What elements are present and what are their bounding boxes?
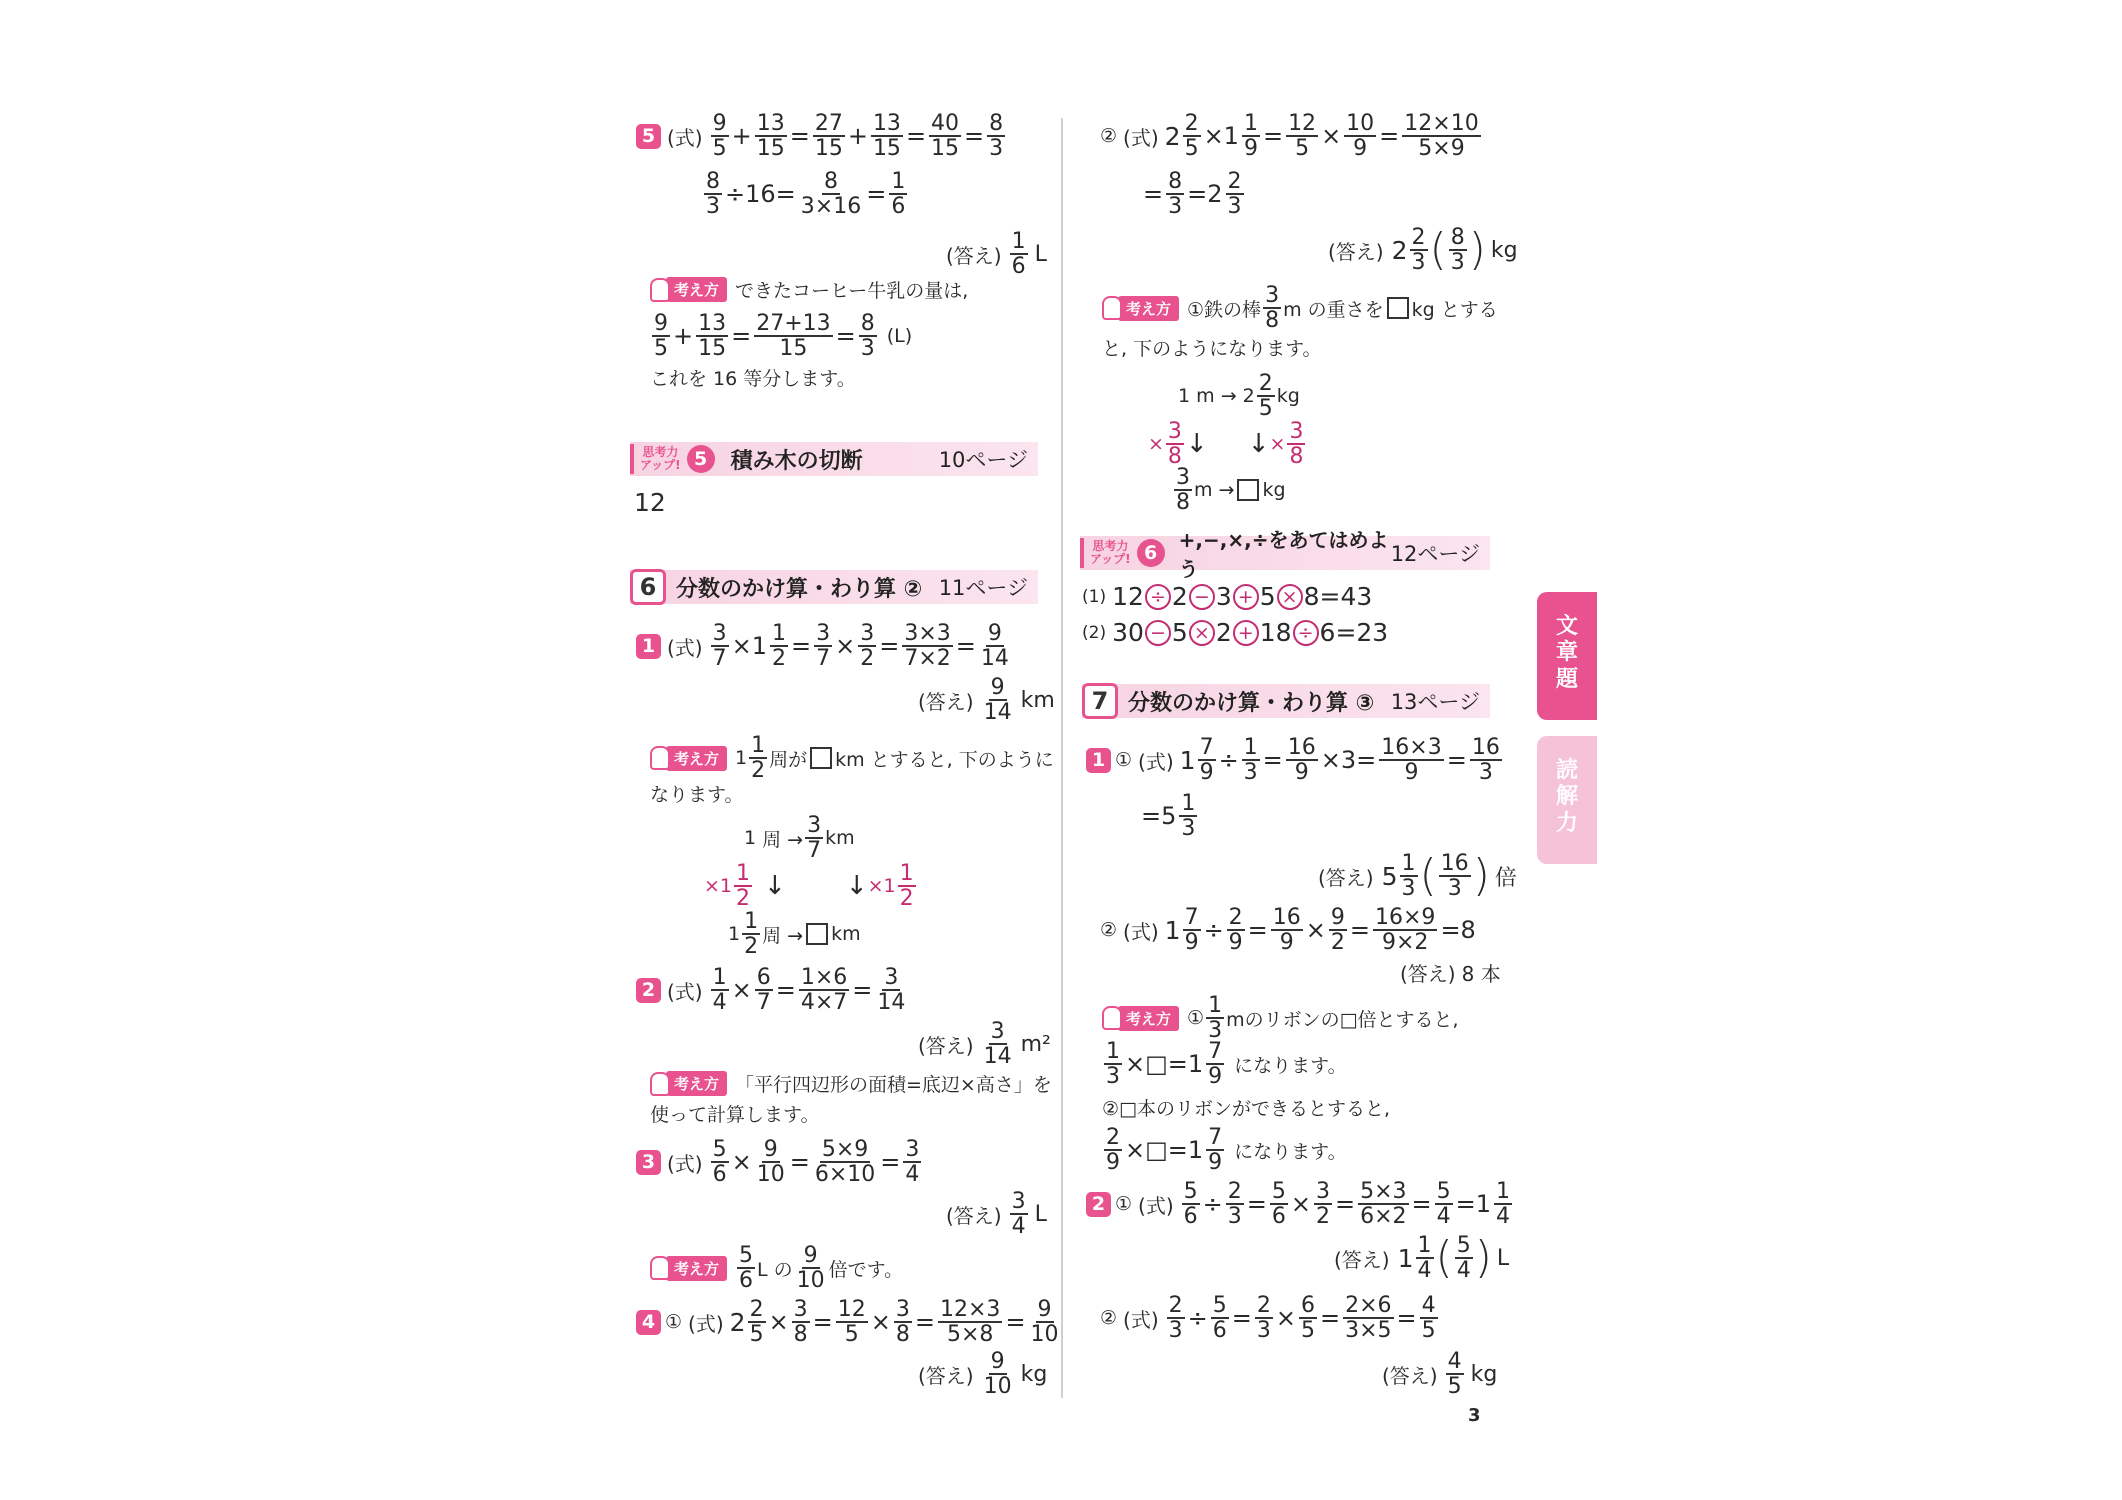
column-divider <box>1061 118 1063 1398</box>
q4b-diagram-arrows: × $\frac{3}{8}$ ↓ ↓ × $\frac{3}{8}$ <box>1148 419 1304 470</box>
page-number: 3 <box>1468 1405 1481 1426</box>
question-number: 5 <box>636 124 661 149</box>
up5-answer: 12 <box>634 488 666 517</box>
q1-diagram-top: 1 周 → $\frac{3}{7}$ km <box>744 813 855 864</box>
r-q1-hint-3: ②□本のリボンができるとすると, <box>1102 1098 1391 1120</box>
q4b-formula-2: = $\frac{8}{3}$ =2 $\frac{2}{3}$ <box>1143 169 1242 220</box>
q2-hint: 考え方 「平行四辺形の面積=底辺×高さ」を <box>650 1070 1052 1097</box>
shiki-label: (式) <box>667 125 703 150</box>
q5-hint-formula: $\frac{9}{5}$ + $\frac{13}{15}$ = $\frac{27+13}{15}$ = $\frac{8}{3}$ (L) <box>654 311 913 362</box>
r-q2b-answer: (答え) $\frac{4}{5}$ kg <box>1382 1349 1498 1400</box>
lightbulb-icon <box>1102 1006 1122 1030</box>
q4-answer: (答え) $\frac{9}{10}$ kg <box>918 1349 1048 1400</box>
arrow-down-icon: ↓ <box>764 871 786 902</box>
section-header-up6: 思考力 アップ! 6 +,−,×,÷をあてはめよう 12ページ <box>1080 536 1490 570</box>
q1-answer: (答え) $\frac{9}{14}$ km <box>918 675 1055 726</box>
q1-hint-line2: なります。 <box>650 784 744 806</box>
section-title: 積み木の切断 <box>730 448 863 474</box>
section-header-6: 6 分数のかけ算・わり算 ② 11ページ <box>630 570 1038 604</box>
q1-diagram-arrows: ×1 $\frac{1}{2}$ ↓ ↓ ×1 $\frac{1}{2}$ <box>704 861 914 912</box>
lightbulb-icon <box>650 1256 670 1280</box>
hint-badge: 考え方 <box>650 277 727 302</box>
question-number: 1 <box>636 634 661 659</box>
lightbulb-icon <box>1102 296 1122 320</box>
r-q1-formula-2: =5 $\frac{1}{3}$ <box>1141 791 1196 842</box>
q3-answer: (答え) $\frac{3}{4}$ L <box>946 1189 1047 1240</box>
r-q2-formula: 2 ① (式) $\frac{5}{6}$ ÷ $\frac{2}{3}$ = $\frac{5}{6}$ × $\frac{3}{2}$ = $\frac{5\times 3}{6\times 2}$ = $\frac{5}{4}$ =1 $\frac{1}{4}$ <box>1086 1180 1514 1228</box>
q4b-answer: (答え) 2 $\frac{2}{3}$ ( $\frac{8}{3}$ ) kg <box>1328 224 1518 276</box>
shikoryoku-up-label: 思考力 アップ! <box>640 445 681 472</box>
section-page: 11ページ <box>938 576 1028 600</box>
q2-answer: (答え) $\frac{3}{14}$ m² <box>918 1019 1051 1070</box>
q4b-hint-line2: と, 下のようになります。 <box>1102 338 1322 360</box>
section-header-7: 7 分数のかけ算・わり算 ③ 13ページ <box>1082 684 1490 718</box>
blank-box <box>810 747 832 769</box>
q4b-diagram-top: 1 m → 2 $\frac{2}{5}$ kg <box>1178 371 1300 422</box>
r-q2b-formula: ② (式) $\frac{2}{3}$ ÷ $\frac{5}{6}$ = $\frac{2}{3}$ × $\frac{6}{5}$ = $\frac{2\times 6}{3\times 5}$ = $\frac{4}{5}$ <box>1100 1293 1436 1344</box>
lightbulb-icon <box>650 278 670 302</box>
q4-formula: 4 ① (式) 2 $\frac{2}{5}$ × $\frac{3}{8}$ = $\frac{12}{5}$ × $\frac{3}{8}$ = $\frac{12\times 3}{5\times 8}$ = $\frac{9}{10}$ <box>636 1298 1063 1346</box>
answer-label: (答え) <box>946 243 1002 268</box>
r-q1-answer: (答え) 5 $\frac{1}{3}$ ( $\frac{16}{3}$ ) 倍 <box>1318 850 1517 902</box>
r-q1b-answer: (答え) 8 本 <box>1400 962 1501 986</box>
q2-formula: 2 (式) $\frac{1}{4}$ × $\frac{6}{7}$ = $\frac{1\times 6}{4\times 7}$ = $\frac{3}{14}$ <box>636 966 909 1014</box>
q4b-formula: ② (式) 2 $\frac{2}{5}$ ×1 $\frac{1}{9}$ = $\frac{12}{5}$ × $\frac{10}{9}$ = $\frac{12\times 10}{5\times 9}$ <box>1100 111 1479 162</box>
section-header-up5: 思考力 アップ! 5 積み木の切断 10ページ <box>630 442 1038 476</box>
arrow-down-icon: ↓ <box>845 871 868 902</box>
up6-answer-1: (1) 12 ÷ 2 − 3 + 5 × 8 =43 <box>1082 582 1373 611</box>
up6-answer-2: (2) 30 − 5 × 2 + 18 ÷ 6 =23 <box>1082 618 1389 647</box>
q1-hint: 考え方 1 $\frac{1}{2}$ 周が km とすると, 下のように <box>650 734 1054 782</box>
q1-formula: 1 (式) $\frac{3}{7}$ ×1 $\frac{1}{2}$ = $\frac{3}{7}$ × $\frac{3}{2}$ = $\frac{3\times 3}{7\times 2}$ = $\frac{9}{14}$ <box>636 622 1013 670</box>
q5-formula-2: $\frac{8}{3}$ ÷16= $\frac{8}{3\times 16}$ = $\frac{1}{6}$ <box>706 169 906 220</box>
r-q1b-formula: ② (式) 1 $\frac{7}{9}$ ÷ $\frac{2}{9}$ = $\frac{16}{9}$ × $\frac{9}{2}$ = $\frac{16\times 9}{9\times 2}$ =8 <box>1100 905 1476 956</box>
q4b-hint: 考え方 ①鉄の棒 $\frac{3}{8}$ m の重さを kg とする <box>1102 284 1498 332</box>
r-q1-hint-4: $\frac{2}{9}$ ×□=1 $\frac{7}{9}$ になります。 <box>1106 1125 1347 1176</box>
lightbulb-icon <box>650 1072 670 1096</box>
q5-hint-line3: これを 16 等分します。 <box>650 368 856 390</box>
lightbulb-icon <box>650 746 670 770</box>
section-title: 分数のかけ算・わり算 ② <box>676 576 923 602</box>
side-tab-bunshodai[interactable]: 文 章 題 <box>1537 592 1597 720</box>
q5-hint: 考え方 できたコーヒー牛乳の量は, <box>650 276 968 303</box>
q2-hint-line2: 使って計算します。 <box>650 1104 820 1126</box>
r-q1-formula: 1 ① (式) 1 $\frac{7}{9}$ ÷ $\frac{1}{3}$ = $\frac{16}{9}$ ×3= $\frac{16\times 3}{9}$ = $\frac{16}{3}$ <box>1086 736 1504 784</box>
r-q1-hint: 考え方 ① $\frac{1}{3}$ mのリボンの□倍とすると, <box>1102 994 1459 1042</box>
q3-hint: 考え方 $\frac{5}{6}$ L の $\frac{9}{10}$ 倍です。 <box>650 1244 903 1292</box>
q1-diagram-bottom: 1 $\frac{1}{2}$ 周 → km <box>728 909 861 960</box>
side-tab-dokkairyoku[interactable]: 読 解 力 <box>1537 736 1597 864</box>
q5-formula: 5 (式) $\frac{9}{5}$ + $\frac{13}{15}$ = $\frac{27}{15}$ + $\frac{13}{15}$ = $\frac{40}{15}$ = $\frac{8}{3}$ <box>636 112 1007 160</box>
q5-answer: (答え) $\frac{1}{6}$ L <box>946 229 1047 280</box>
q3-formula: 3 (式) $\frac{5}{6}$ × $\frac{9}{10}$ = $\frac{5\times 9}{6\times 10}$ = $\frac{3}{4}$ <box>636 1138 923 1186</box>
r-q1-hint-2: $\frac{1}{3}$ ×□=1 $\frac{7}{9}$ になります。 <box>1106 1039 1347 1090</box>
r-q2-answer: (答え) 1 $\frac{1}{4}$ ( $\frac{5}{4}$ ) L <box>1334 1232 1510 1284</box>
arrow-down-icon: ↓ <box>1247 429 1270 460</box>
arrow-down-icon: ↓ <box>1185 429 1208 460</box>
q4b-diagram-bottom: $\frac{3}{8}$ m → kg <box>1176 465 1286 516</box>
section-page: 10ページ <box>938 448 1028 472</box>
